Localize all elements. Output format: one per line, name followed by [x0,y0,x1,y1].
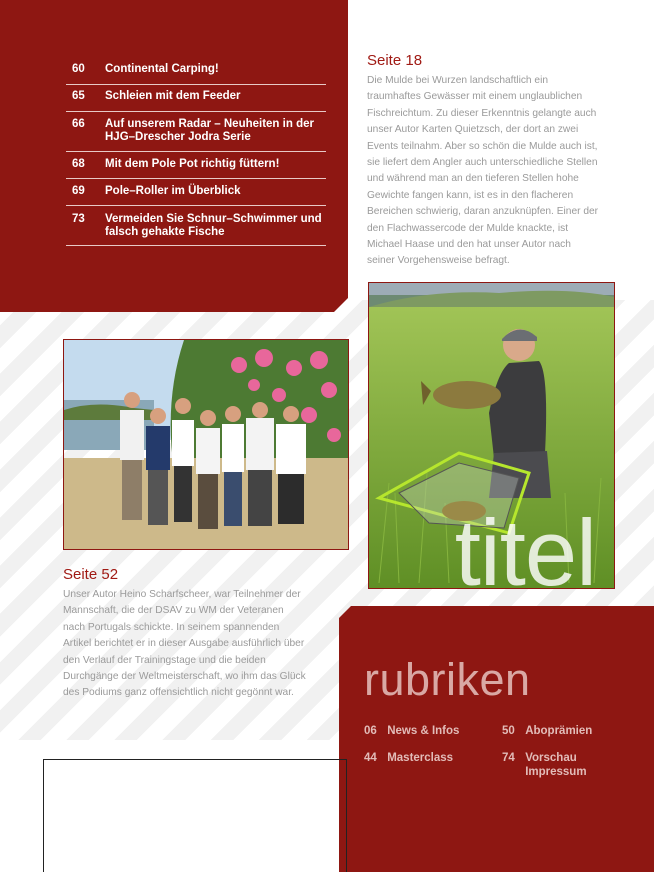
toc-page-number: 60 [72,63,85,75]
toc-page-number: 68 [72,158,85,170]
rubrik-page-number: 06 [364,725,377,737]
rubrik-label: Vorschau Impressum [525,752,587,778]
rubrik-item[interactable] [502,724,592,738]
titel-label: titel [454,500,596,589]
article-seite-18 [367,52,599,270]
angler-photo [368,282,615,589]
toc-item[interactable] [66,85,326,112]
toc-page-number: 66 [72,118,85,130]
rubrik-page-number: 50 [502,725,515,737]
article-text: Unser Autor Heino Scharfscheer, war Teilnehmer der Mannschaft, die der DSAV zu WM der Veteranen nach Portugals schickte. In seinem spannenden Artikel berichtet er in dieser Ausgabe ausführlich über den Verlauf der Trainingstage und die beiden Durchgänge der Weltmeisterschaft, wo ihm das Glück des Podiums ganz offensichtlich nicht gegönnt war. [63,589,306,699]
article-text: Die Mulde bei Wurzen landschaftlich ein traumhaftes Gewässer mit einem unglaublichen Fischreichtum. Zu dieser Erkenntnis gelangte auch unser Autor Karten Quietzsch, der dort an zwei Events teilnahm. Aber so schön die Mulde auch ist, sie liefert dem Angler auch unterschiedliche Stellen und während man an den tieferen Stellen hohe Gewichte fangen kann, ist es in den flacheren Bereichen schwierig, daran anzuknüpfen. Einer der den Flachwassercode der Mulde knackte, ist Michael Haase und den hat unser Autor nach seiner Vorgehensweise befragt. [367,75,599,267]
rubrik-page-number: 44 [364,752,377,764]
bottom-frame [43,759,347,872]
toc-item[interactable] [66,206,326,246]
article-heading: Seite 52 [63,566,119,583]
toc-title: Pole–Roller im Überblick [105,185,241,197]
article-heading: Seite 18 [367,52,423,69]
rubrik-label: News & Infos [387,725,460,737]
rubriken-title: rubriken [364,654,531,705]
toc-item[interactable] [66,58,326,85]
rubrik-item[interactable] [502,751,589,779]
toc-list [66,58,326,246]
toc-item[interactable] [66,112,326,152]
toc-item[interactable] [66,152,326,179]
rubrik-page-number: 74 [502,752,515,764]
toc-page-number: 73 [72,213,85,225]
toc-title: Schleien mit dem Feeder [105,90,241,102]
toc-page-number: 69 [72,185,85,197]
rubrik-item[interactable] [364,751,453,765]
toc-title: Continental Carping! [105,63,219,75]
rubrik-item[interactable] [364,724,459,738]
toc-item[interactable] [66,179,326,206]
rubriken-panel [339,606,654,872]
toc-page-number: 65 [72,90,85,102]
toc-title: Vermeiden Sie Schnur–Schwimmer und falsch gehakte Fische [105,213,322,238]
rubrik-label: Masterclass [387,752,454,764]
rubrik-label: Aboprämien [525,725,593,737]
team-photo [63,339,349,550]
toc-title: Auf unserem Radar – Neuheiten in der HJG–Drescher Jodra Serie [105,118,314,143]
toc-title: Mit dem Pole Pot richtig füttern! [105,158,280,170]
article-seite-52 [63,566,307,702]
